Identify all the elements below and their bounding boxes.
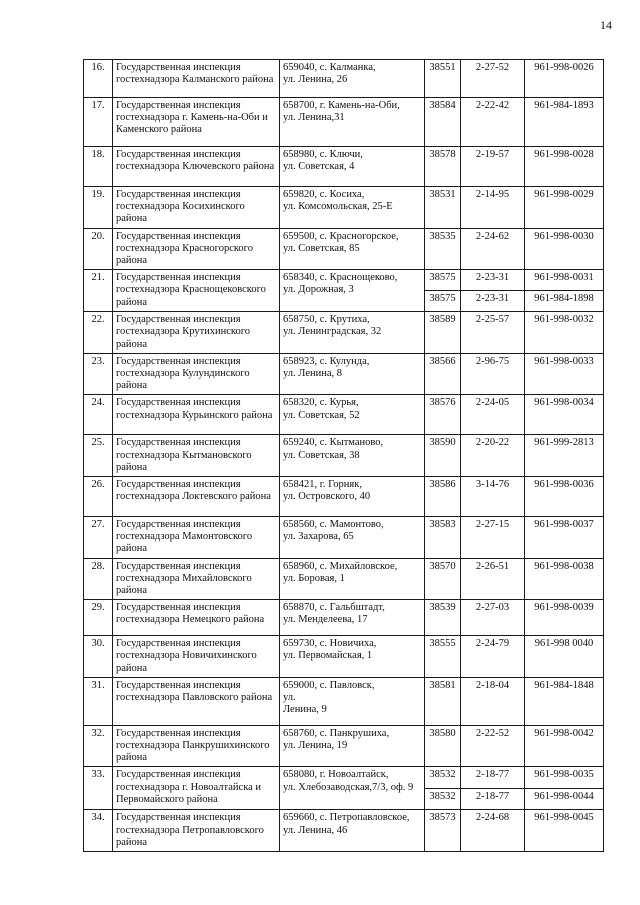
mobile-number: 961-999-2813 (525, 435, 604, 477)
inspection-address (280, 517, 425, 559)
phone-number: 2-25-57 (461, 312, 525, 354)
address-line: 659240, с. Кытманово, (283, 437, 384, 449)
mobile-number: 961-998-0032 (525, 312, 604, 354)
inspection-name: Государственная инспекция гостехнадзора Красногорского района (113, 228, 280, 270)
table-row (84, 98, 604, 147)
inspection-address (280, 767, 425, 810)
area-code: 38589 (425, 312, 461, 354)
inspection-name: Государственная инспекция гостехнадзора г. Новоалтайска и Первомайского района (113, 767, 280, 810)
address-line: 659820, с. Косиха, (283, 189, 365, 200)
phone-number: 2-14-95 (461, 187, 525, 229)
address-line: ул. Ленина, 8 (283, 368, 343, 380)
row-number: 23. (84, 353, 113, 395)
table-row (84, 435, 604, 477)
area-code: 38532 (425, 767, 461, 789)
mobile-number: 961-998-0033 (525, 353, 604, 395)
table-row (84, 187, 604, 229)
inspection-registry-table (83, 59, 604, 852)
address-line: ул. Комсомольская, 25-Е (283, 201, 393, 213)
address-line: 658560, с. Мамонтово, (283, 519, 384, 531)
phone-number: 2-24-62 (461, 228, 525, 270)
address-line: ул. Советская, 38 (283, 449, 360, 461)
inspection-address (280, 477, 425, 517)
inspection-name: Государственная инспекция гостехнадзора Локтевского района (113, 477, 280, 517)
inspection-name: Государственная инспекция гостехнадзора Панкрушихинского района (113, 725, 280, 767)
phone-number: 2-27-52 (461, 60, 525, 98)
area-code: 38555 (425, 636, 461, 678)
area-code: 38583 (425, 517, 461, 559)
mobile-number: 961-998-0038 (525, 558, 604, 600)
mobile-number: 961-998-0045 (525, 810, 604, 852)
row-number: 22. (84, 312, 113, 354)
area-code: 38532 (425, 788, 461, 810)
area-code: 38590 (425, 435, 461, 477)
area-code: 38581 (425, 677, 461, 725)
mobile-number: 961-998 0040 (525, 636, 604, 678)
table-row (84, 600, 604, 636)
address-line: 658421, г. Горняк, (283, 479, 362, 491)
address-line: 659000, с. Павловск, (283, 679, 375, 691)
address-line: Ленина, 9 (283, 704, 327, 716)
page-number: 14 (600, 18, 612, 32)
address-line: ул. (283, 692, 296, 704)
inspection-address (280, 558, 425, 600)
mobile-number: 961-998-0034 (525, 395, 604, 435)
table-row (84, 395, 604, 435)
table-row (84, 228, 604, 270)
inspection-address (280, 395, 425, 435)
address-line: ул. Ленина, 46 (283, 824, 348, 836)
row-number: 28. (84, 558, 113, 600)
inspection-name: Государственная инспекция гостехнадзора Павловского района (113, 677, 280, 725)
table-row (84, 353, 604, 395)
phone-number: 3-14-76 (461, 477, 525, 517)
mobile-number: 961-998-0030 (525, 228, 604, 270)
address-line: 658960, с. Михайловское, (283, 560, 398, 572)
address-line: ул. Советская, 4 (283, 161, 355, 173)
inspection-address (280, 312, 425, 354)
phone-number: 2-18-77 (461, 767, 525, 789)
phone-number: 2-27-15 (461, 517, 525, 559)
phone-number: 2-24-79 (461, 636, 525, 678)
inspection-address (280, 600, 425, 636)
inspection-name: Государственная инспекция гостехнадзора Новичихинского района (113, 636, 280, 678)
row-number: 34. (84, 810, 113, 852)
address-line: 659660, с. Петропавловское, (283, 812, 410, 824)
phone-number: 2-18-77 (461, 788, 525, 810)
inspection-address (280, 147, 425, 187)
phone-number: 2-20-22 (461, 435, 525, 477)
inspection-address (280, 187, 425, 229)
address-line: ул. Островского, 40 (283, 491, 371, 503)
phone-number: 2-23-31 (461, 291, 525, 312)
area-code: 38576 (425, 395, 461, 435)
phone-number: 2-22-52 (461, 725, 525, 767)
row-number: 19. (84, 187, 113, 229)
phone-number: 2-24-05 (461, 395, 525, 435)
inspection-name: Государственная инспекция гостехнадзора Кулундинского района (113, 353, 280, 395)
phone-number: 2-23-31 (461, 270, 525, 291)
address-line: 659040, с. Калманка, (283, 62, 376, 73)
inspection-name: Государственная инспекция гостехнадзора Михайловского района (113, 558, 280, 600)
mobile-number: 961-998-0026 (525, 60, 604, 98)
inspection-name: Государственная инспекция гостехнадзора Крутихинского района (113, 312, 280, 354)
mobile-number: 961-998-0028 (525, 147, 604, 187)
table-row (84, 270, 604, 291)
address-line: ул. Дорожная, 3 (283, 284, 354, 296)
inspection-name: Государственная инспекция гостехнадзора Немецкого района (113, 600, 280, 636)
phone-number: 2-27-03 (461, 600, 525, 636)
table-row (84, 767, 604, 789)
address-line: ул. Захарова, 65 (283, 531, 354, 543)
inspection-name: Государственная инспекция гостехнадзора Петропавловского района (113, 810, 280, 852)
inspection-address (280, 270, 425, 312)
mobile-number: 961-984-1893 (525, 98, 604, 147)
address-line: 659730, с. Новичиха, (283, 638, 377, 650)
mobile-number: 961-998-0035 (525, 767, 604, 789)
address-line: 658320, с. Курья, (283, 397, 359, 409)
address-line: 658760, с. Панкрушиха, (283, 727, 390, 739)
row-number: 25. (84, 435, 113, 477)
mobile-number: 961-998-0044 (525, 788, 604, 810)
address-line: 659500, с. Красногорское, (283, 230, 399, 242)
table-row (84, 60, 604, 98)
inspection-address (280, 636, 425, 678)
table-row (84, 312, 604, 354)
table-row (84, 810, 604, 852)
address-line: 658980, с. Ключи, (283, 149, 363, 160)
inspection-address (280, 435, 425, 477)
area-code: 38531 (425, 187, 461, 229)
area-code: 38584 (425, 98, 461, 147)
address-line: ул. Хлебозаводская,7/3, оф. 9 (283, 781, 414, 793)
mobile-number: 961-998-0037 (525, 517, 604, 559)
area-code: 38551 (425, 60, 461, 98)
inspection-address (280, 60, 425, 98)
address-line: ул. Советская, 85 (283, 242, 360, 254)
address-line: ул. Боровая, 1 (283, 572, 345, 584)
area-code: 38575 (425, 291, 461, 312)
phone-number: 2-22-42 (461, 98, 525, 147)
area-code: 38580 (425, 725, 461, 767)
mobile-number: 961-998-0029 (525, 187, 604, 229)
inspection-name: Государственная инспекция гостехнадзора Кытмановского района (113, 435, 280, 477)
inspection-name: Государственная инспекция гостехнадзора Краснощековского района (113, 270, 280, 312)
inspection-name: Государственная инспекция гостехнадзора Мамонтовского района (113, 517, 280, 559)
area-code: 38566 (425, 353, 461, 395)
table-row (84, 477, 604, 517)
area-code: 38575 (425, 270, 461, 291)
table-body (84, 60, 604, 852)
phone-number: 2-19-57 (461, 147, 525, 187)
row-number: 26. (84, 477, 113, 517)
inspection-address (280, 228, 425, 270)
area-code: 38570 (425, 558, 461, 600)
row-number: 24. (84, 395, 113, 435)
address-line: ул. Ленина, 19 (283, 740, 348, 752)
inspection-name: Государственная инспекция гостехнадзора Косихинского района (113, 187, 280, 229)
inspection-address (280, 98, 425, 147)
table-row (84, 517, 604, 559)
area-code: 38573 (425, 810, 461, 852)
phone-number: 2-96-75 (461, 353, 525, 395)
address-line: 658340, с. Краснощеково, (283, 272, 398, 284)
mobile-number: 961-998-0039 (525, 600, 604, 636)
inspection-name: Государственная инспекция гостехнадзора Ключевского района (113, 147, 280, 187)
row-number: 29. (84, 600, 113, 636)
row-number: 21. (84, 270, 113, 312)
area-code: 38539 (425, 600, 461, 636)
table-row (84, 636, 604, 678)
inspection-name: Государственная инспекция гостехнадзора Курьинского района (113, 395, 280, 435)
address-line: ул. Советская, 52 (283, 409, 360, 421)
phone-number: 2-26-51 (461, 558, 525, 600)
row-number: 17. (84, 98, 113, 147)
address-line: ул. Первомайская, 1 (283, 650, 373, 662)
row-number: 32. (84, 725, 113, 767)
mobile-number: 961-998-0042 (525, 725, 604, 767)
inspection-address (280, 810, 425, 852)
table-row (84, 725, 604, 767)
inspection-name: Государственная инспекция гостехнадзора г. Камень-на-Оби и Каменского района (113, 98, 280, 147)
mobile-number: 961-984-1848 (525, 677, 604, 725)
row-number: 31. (84, 677, 113, 725)
row-number: 18. (84, 147, 113, 187)
inspection-name: Государственная инспекция гостехнадзора Калманского района (113, 60, 280, 98)
row-number: 16. (84, 60, 113, 98)
address-line: 658700, г. Камень-на-Оби, (283, 100, 400, 111)
address-line: 658870, с. Гальбштадт, (283, 602, 385, 614)
address-line: ул. Ленина,31 (283, 112, 345, 124)
mobile-number: 961-998-0036 (525, 477, 604, 517)
area-code: 38578 (425, 147, 461, 187)
address-line: 658750, с. Крутиха, (283, 314, 370, 326)
mobile-number: 961-984-1898 (525, 291, 604, 312)
row-number: 27. (84, 517, 113, 559)
row-number: 33. (84, 767, 113, 810)
row-number: 20. (84, 228, 113, 270)
table-row (84, 558, 604, 600)
address-line: 658080, г. Новоалтайск, (283, 769, 389, 781)
inspection-address (280, 725, 425, 767)
phone-number: 2-18-04 (461, 677, 525, 725)
table-row (84, 147, 604, 187)
inspection-address (280, 677, 425, 725)
inspection-address (280, 353, 425, 395)
address-line: ул. Менделеева, 17 (283, 614, 368, 626)
address-line: 658923, с. Кулунда, (283, 355, 370, 367)
address-line: ул. Ленина, 26 (283, 74, 348, 86)
table-row (84, 677, 604, 725)
area-code: 38535 (425, 228, 461, 270)
address-line: ул. Ленинградская, 32 (283, 326, 382, 338)
phone-number: 2-24-68 (461, 810, 525, 852)
mobile-number: 961-998-0031 (525, 270, 604, 291)
area-code: 38586 (425, 477, 461, 517)
row-number: 30. (84, 636, 113, 678)
